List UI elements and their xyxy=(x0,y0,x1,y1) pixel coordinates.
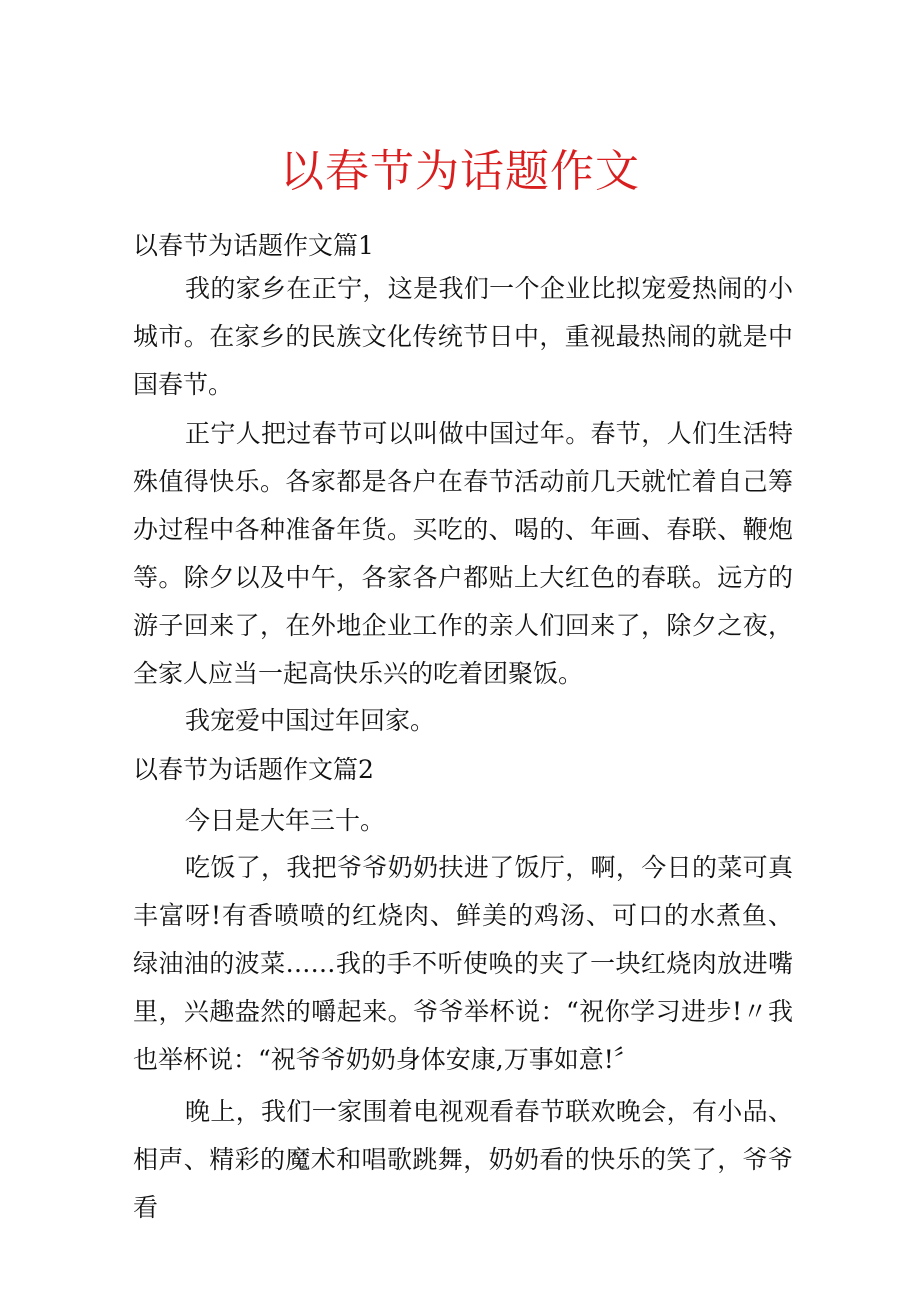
paragraph-2-2: 吃饭了，我把爷爷奶奶扶进了饭厅，啊，今日的菜可真丰富呀!有香喷喷的红烧肉、鲜美的鸡汤、可口的水煮鱼、绿油油的波菜……我的手不听使唤的夹了一块红烧肉放进嘴里，兴趣盎然的嚼起来。爷爷举杯说：“祝你学习进步!〃我也举杯说：“祝爷爷奶奶身体安康,万事如意!〞 xyxy=(133,853,793,1074)
paragraph-1-3: 我宠爱中国过年回家。 xyxy=(185,706,436,735)
paragraph-1-1: 我的家乡在正宁，这是我们一个企业比拟宠爱热闹的小城市。在家乡的民族文化传统节日中，重视最热闹的就是中国春节。 xyxy=(133,274,793,399)
document-title: 以春节为话题作文 xyxy=(280,146,640,197)
section-heading-1: 以春节为话题作文篇1 xyxy=(133,231,374,260)
paragraph-2-1: 今日是大年三十。 xyxy=(185,806,386,835)
paragraph-2-3: 晚上，我们一家围着电视观看春节联欢晚会，有小品、相声、精彩的魔术和唱歌跳舞，奶奶看的快乐的笑了，爷爷看 xyxy=(133,1097,793,1222)
section-heading-2: 以春节为话题作文篇2 xyxy=(133,755,374,784)
paragraph-1-2: 正宁人把过春节可以叫做中国过年。春节，人们生活特殊值得快乐。各家都是各户在春节活动前几天就忙着自己筹办过程中各种准备年货。买吃的、喝的、年画、春联、鞭炮等。除夕以及中午，各家各户都贴上大红色的春联。远方的游子回来了，在外地企业工作的亲人们回来了，除夕之夜，全家人应当一起高快乐兴的吃着团聚饭。 xyxy=(133,419,793,688)
